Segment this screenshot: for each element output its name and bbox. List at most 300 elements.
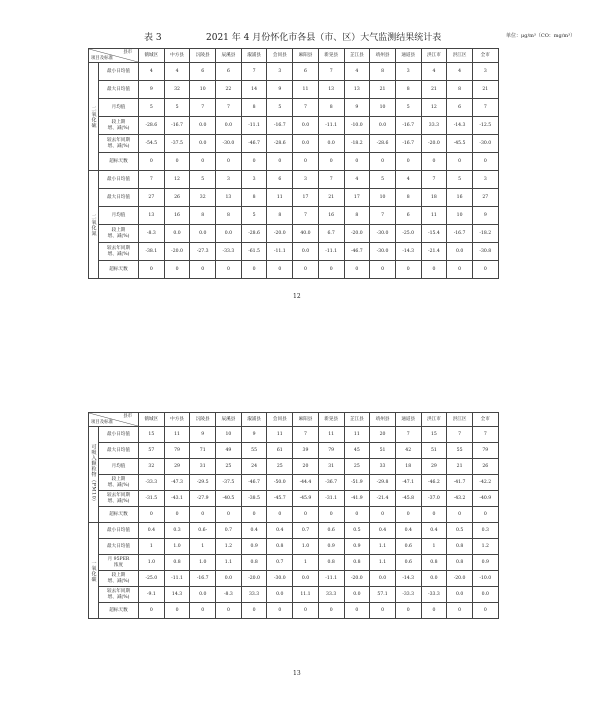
- table-row: [89, 475, 499, 491]
- row-label: 较上期 增、减(%): [99, 117, 139, 135]
- data-cell: -20.0: [421, 135, 447, 153]
- row-label: 较去年同期 增、减(%): [99, 587, 139, 603]
- table-row: [89, 443, 499, 459]
- column-header: 新晃县: [318, 413, 344, 427]
- data-cell: 55: [241, 443, 267, 459]
- data-cell: 9: [190, 427, 216, 443]
- data-cell: 3: [267, 63, 293, 81]
- data-cell: 24: [241, 459, 267, 475]
- data-cell: 6: [447, 99, 473, 117]
- header-diagonal-cell: [89, 49, 139, 63]
- data-cell: 7: [318, 63, 344, 81]
- table-row: [89, 171, 499, 189]
- data-cell: -14.3: [447, 117, 473, 135]
- data-cell: 7: [472, 99, 498, 117]
- data-cell: -28.6: [241, 225, 267, 243]
- data-cell: -21.4: [421, 243, 447, 261]
- data-cell: 0: [447, 507, 473, 523]
- column-header: 通道县: [395, 413, 421, 427]
- data-cell: 0: [395, 261, 421, 279]
- row-label: 超标天数: [99, 261, 139, 279]
- row-label: 超标天数: [99, 153, 139, 171]
- data-cell: 0: [421, 507, 447, 523]
- data-cell: 33.3: [241, 587, 267, 603]
- data-cell: -11.1: [267, 243, 293, 261]
- data-cell: 0.4: [139, 523, 165, 539]
- data-cell: 1.1: [370, 555, 396, 571]
- data-cell: -14.3: [395, 243, 421, 261]
- page-number: 12: [293, 293, 301, 300]
- data-cell: 0.8: [344, 555, 370, 571]
- data-cell: 0.8: [421, 555, 447, 571]
- data-cell: 9: [267, 81, 293, 99]
- data-cell: -30.0: [472, 135, 498, 153]
- data-cell: 12: [164, 171, 190, 189]
- data-cell: 6: [267, 171, 293, 189]
- data-cell: -42.2: [472, 475, 498, 491]
- data-cell: 21: [318, 189, 344, 207]
- data-cell: -33.3: [395, 587, 421, 603]
- data-cell: -20.0: [267, 225, 293, 243]
- data-cell: 0.0: [318, 135, 344, 153]
- table-row: [89, 603, 499, 619]
- data-cell: -61.5: [241, 243, 267, 261]
- data-cell: 5: [139, 99, 165, 117]
- data-cell: 3: [293, 171, 319, 189]
- data-cell: 0.9: [472, 555, 498, 571]
- row-label: 超标天数: [99, 507, 139, 523]
- column-header: 全市: [472, 49, 498, 63]
- data-cell: -37.0: [421, 491, 447, 507]
- data-cell: 40.0: [293, 225, 319, 243]
- data-cell: -31.5: [139, 491, 165, 507]
- data-cell: 32: [190, 189, 216, 207]
- data-cell: -14.3: [395, 571, 421, 587]
- table-row: [89, 189, 499, 207]
- row-label: 月 95PER 浓度: [99, 555, 139, 571]
- column-header: 溆浦县: [241, 49, 267, 63]
- data-cell: -11.1: [241, 117, 267, 135]
- data-cell: -45.8: [395, 491, 421, 507]
- header-row: [89, 413, 499, 427]
- data-cell: 0.0: [164, 225, 190, 243]
- data-cell: 0.0: [370, 571, 396, 587]
- data-cell: 0.7: [267, 555, 293, 571]
- data-cell: 33.3: [318, 587, 344, 603]
- data-cell: 0: [139, 507, 165, 523]
- data-cell: 0: [447, 153, 473, 171]
- data-cell: 0: [139, 603, 165, 619]
- data-cell: 0.0: [421, 571, 447, 587]
- data-cell: 4: [447, 63, 473, 81]
- data-cell: 0: [190, 507, 216, 523]
- data-cell: 5: [447, 171, 473, 189]
- data-cell: 0: [216, 261, 242, 279]
- table-row: [89, 555, 499, 571]
- data-cell: 0: [241, 507, 267, 523]
- data-cell: -28.6: [370, 135, 396, 153]
- data-cell: 0: [370, 603, 396, 619]
- data-cell: -30.0: [370, 243, 396, 261]
- table-row: [89, 99, 499, 117]
- data-cell: 18: [395, 459, 421, 475]
- data-cell: -31.1: [318, 491, 344, 507]
- data-cell: -45.5: [447, 135, 473, 153]
- table-row: [89, 491, 499, 507]
- data-cell: 7: [447, 427, 473, 443]
- data-cell: 0: [267, 153, 293, 171]
- data-cell: 0: [190, 603, 216, 619]
- data-cell: 8: [241, 99, 267, 117]
- header-row: [89, 49, 499, 63]
- data-cell: -10.0: [344, 117, 370, 135]
- column-header: 靖州县: [370, 49, 396, 63]
- data-cell: 29: [421, 459, 447, 475]
- data-cell: 4: [421, 63, 447, 81]
- data-cell: 5: [370, 171, 396, 189]
- pollutant-name: 可吸入颗粒物（PM10）: [90, 444, 97, 505]
- data-cell: 0.9: [344, 539, 370, 555]
- data-cell: 0.9: [318, 539, 344, 555]
- data-cell: -16.7: [395, 135, 421, 153]
- data-cell: 0.0: [293, 243, 319, 261]
- header-diagonal-cell: [89, 413, 139, 427]
- data-cell: 12: [421, 99, 447, 117]
- row-label: 月均值: [99, 207, 139, 225]
- row-label: 最大日均值: [99, 189, 139, 207]
- data-cell: 29: [164, 459, 190, 475]
- data-cell: 11: [344, 427, 370, 443]
- column-header: 沅陵县: [190, 49, 216, 63]
- data-cell: 7: [216, 99, 242, 117]
- data-cell: 0.0: [216, 117, 242, 135]
- data-cell: 0.0: [293, 117, 319, 135]
- data-cell: 31: [318, 459, 344, 475]
- data-cell: 7: [293, 427, 319, 443]
- data-cell: 7: [472, 427, 498, 443]
- data-cell: 0.6: [395, 555, 421, 571]
- data-cell: 18: [421, 189, 447, 207]
- column-header: 通道县: [395, 49, 421, 63]
- data-cell: 0.0: [472, 587, 498, 603]
- data-cell: -50.0: [267, 475, 293, 491]
- data-cell: 33.3: [421, 117, 447, 135]
- data-cell: 39: [293, 443, 319, 459]
- data-cell: -38.5: [241, 491, 267, 507]
- data-cell: 0.0: [344, 587, 370, 603]
- table-row: [89, 63, 499, 81]
- data-cell: 51: [370, 443, 396, 459]
- data-cell: 3: [216, 171, 242, 189]
- data-cell: 0: [447, 603, 473, 619]
- data-cell: 7: [139, 171, 165, 189]
- table-row: [89, 539, 499, 555]
- data-cell: 1: [421, 539, 447, 555]
- data-cell: 8: [447, 81, 473, 99]
- data-cell: 0: [216, 507, 242, 523]
- data-cell: 21: [421, 81, 447, 99]
- data-cell: 27: [139, 189, 165, 207]
- data-cell: 22: [216, 81, 242, 99]
- data-cell: 11: [164, 427, 190, 443]
- data-cell: 10: [190, 81, 216, 99]
- data-cell: 0.4: [395, 523, 421, 539]
- data-cell: 21: [447, 459, 473, 475]
- data-cell: 0: [472, 603, 498, 619]
- pollutant-name: 一氧化碳: [90, 559, 97, 582]
- data-cell: -16.7: [267, 117, 293, 135]
- column-header: 鹤城区: [139, 413, 165, 427]
- data-cell: 1.2: [216, 539, 242, 555]
- data-cell: -30.8: [472, 243, 498, 261]
- data-cell: 6: [293, 63, 319, 81]
- data-cell: 10: [447, 207, 473, 225]
- data-cell: 7: [241, 63, 267, 81]
- data-cell: 0: [293, 261, 319, 279]
- data-cell: -41.7: [447, 475, 473, 491]
- table-row: [89, 117, 499, 135]
- data-cell: -46.7: [344, 243, 370, 261]
- data-cell: -40.9: [472, 491, 498, 507]
- data-cell: 16: [447, 189, 473, 207]
- data-cell: 8: [190, 207, 216, 225]
- data-cell: 6.7: [318, 225, 344, 243]
- data-cell: -43.2: [447, 491, 473, 507]
- data-cell: 0: [344, 153, 370, 171]
- data-cell: -29.8: [370, 475, 396, 491]
- column-header: 中方县: [164, 413, 190, 427]
- data-cell: 6: [216, 63, 242, 81]
- data-cell: 0.0: [190, 587, 216, 603]
- data-cell: 0.0: [216, 225, 242, 243]
- data-cell: 1.1: [216, 555, 242, 571]
- data-cell: 0.4: [370, 523, 396, 539]
- data-cell: 8: [395, 81, 421, 99]
- data-cell: 0: [293, 153, 319, 171]
- data-cell: -16.7: [395, 117, 421, 135]
- data-cell: -51.9: [344, 475, 370, 491]
- pollutant-name: 二氧化氮: [90, 213, 97, 236]
- data-cell: -20.0: [344, 225, 370, 243]
- data-cell: -18.2: [344, 135, 370, 153]
- row-label: 月均值: [99, 459, 139, 475]
- monitoring-table-page12: [88, 48, 499, 279]
- column-header: 麻阳县: [293, 49, 319, 63]
- table-row: [89, 243, 499, 261]
- data-cell: 26: [472, 459, 498, 475]
- row-label: 最大日均值: [99, 539, 139, 555]
- data-cell: -25.0: [139, 571, 165, 587]
- data-cell: 0: [190, 261, 216, 279]
- table-row: [89, 225, 499, 243]
- data-cell: -16.7: [190, 571, 216, 587]
- table-row: [89, 571, 499, 587]
- data-cell: 10: [370, 189, 396, 207]
- data-cell: 0: [216, 153, 242, 171]
- data-cell: -20.0: [241, 571, 267, 587]
- data-cell: -20.0: [164, 243, 190, 261]
- data-cell: 8: [241, 189, 267, 207]
- data-cell: 32: [164, 81, 190, 99]
- data-cell: 0: [241, 153, 267, 171]
- data-cell: 0: [421, 261, 447, 279]
- row-label: 较上期 增、减(%): [99, 571, 139, 587]
- data-cell: -8.3: [139, 225, 165, 243]
- data-cell: 1.0: [139, 555, 165, 571]
- data-cell: 25: [267, 459, 293, 475]
- pollutant-group-label: [89, 171, 99, 279]
- data-cell: 3: [395, 63, 421, 81]
- data-cell: 0: [267, 261, 293, 279]
- data-cell: 10: [370, 99, 396, 117]
- data-cell: 0.0: [216, 571, 242, 587]
- column-header: 靖州县: [370, 413, 396, 427]
- data-cell: 0: [472, 261, 498, 279]
- row-label: 较去年同期 增、减(%): [99, 243, 139, 261]
- data-cell: 0: [318, 507, 344, 523]
- data-cell: 0.0: [190, 135, 216, 153]
- data-cell: 11: [293, 81, 319, 99]
- data-cell: -11.1: [164, 571, 190, 587]
- data-cell: 7: [421, 171, 447, 189]
- data-cell: 0.8: [241, 555, 267, 571]
- row-label: 较上期 增、减(%): [99, 225, 139, 243]
- data-cell: 0: [472, 507, 498, 523]
- data-cell: -10.0: [472, 571, 498, 587]
- data-cell: 0.8: [447, 555, 473, 571]
- data-cell: -46.7: [241, 135, 267, 153]
- data-cell: 3: [241, 171, 267, 189]
- data-cell: 0: [344, 261, 370, 279]
- data-cell: 0.8: [318, 555, 344, 571]
- data-cell: 6: [395, 207, 421, 225]
- data-cell: 7: [293, 207, 319, 225]
- data-cell: 11: [267, 427, 293, 443]
- data-cell: 8: [370, 63, 396, 81]
- data-cell: 5: [164, 99, 190, 117]
- data-cell: 7: [370, 207, 396, 225]
- data-cell: -47.1: [395, 475, 421, 491]
- data-cell: 20: [370, 427, 396, 443]
- data-cell: 0.3: [472, 523, 498, 539]
- data-cell: 5: [241, 207, 267, 225]
- data-cell: 0.0: [293, 135, 319, 153]
- data-cell: -30.0: [370, 225, 396, 243]
- row-label: 月均值: [99, 99, 139, 117]
- data-cell: 16: [164, 207, 190, 225]
- data-cell: 0: [344, 507, 370, 523]
- column-header: 辰溪县: [216, 413, 242, 427]
- data-cell: 14: [241, 81, 267, 99]
- data-cell: 9: [344, 99, 370, 117]
- column-header: 沅陵县: [190, 413, 216, 427]
- data-cell: 21: [370, 81, 396, 99]
- column-header: 芷江县: [344, 49, 370, 63]
- header-corner-bottom-label: 项目及标准: [91, 55, 113, 61]
- pollutant-name: 二氧化硫: [90, 105, 97, 128]
- data-cell: 0: [447, 261, 473, 279]
- data-cell: 0: [344, 603, 370, 619]
- header-corner-bottom-label: 项目及标准: [91, 419, 113, 425]
- data-cell: -11.1: [318, 117, 344, 135]
- data-cell: 17: [344, 189, 370, 207]
- row-label: 较去年同期 增、减(%): [99, 135, 139, 153]
- data-cell: 57.1: [370, 587, 396, 603]
- data-cell: 0: [139, 153, 165, 171]
- data-cell: 0: [395, 603, 421, 619]
- row-label: 较去年同期 增、减(%): [99, 491, 139, 507]
- data-cell: 49: [216, 443, 242, 459]
- data-cell: 4: [139, 63, 165, 81]
- data-cell: -43.1: [164, 491, 190, 507]
- table-title-row: [88, 30, 576, 44]
- data-cell: 0: [139, 261, 165, 279]
- data-cell: 8: [267, 207, 293, 225]
- data-cell: 0.6-: [190, 523, 216, 539]
- data-cell: -44.4: [293, 475, 319, 491]
- column-header: 洪江市: [421, 49, 447, 63]
- data-cell: 1.0: [164, 539, 190, 555]
- data-cell: 13: [216, 189, 242, 207]
- data-cell: 9: [472, 207, 498, 225]
- data-cell: -16.7: [447, 225, 473, 243]
- data-cell: 8: [344, 207, 370, 225]
- data-cell: 1.1: [370, 539, 396, 555]
- data-cell: 0.8: [267, 539, 293, 555]
- data-cell: -21.4: [370, 491, 396, 507]
- data-cell: -12.5: [472, 117, 498, 135]
- data-cell: 10: [216, 427, 242, 443]
- data-cell: -41.9: [344, 491, 370, 507]
- data-cell: 0: [164, 507, 190, 523]
- data-cell: 0: [164, 603, 190, 619]
- data-cell: -46.2: [421, 475, 447, 491]
- data-cell: 1: [139, 539, 165, 555]
- data-cell: 0.4: [267, 523, 293, 539]
- data-cell: 11: [421, 207, 447, 225]
- data-cell: 79: [164, 443, 190, 459]
- data-cell: 0.6: [395, 539, 421, 555]
- data-cell: 0.5: [344, 523, 370, 539]
- data-cell: -20.0: [447, 571, 473, 587]
- data-cell: 7: [318, 171, 344, 189]
- page-number: 13: [293, 670, 301, 677]
- data-cell: 20: [293, 459, 319, 475]
- data-cell: 51: [421, 443, 447, 459]
- row-label: 最小日均值: [99, 427, 139, 443]
- table-row: [89, 81, 499, 99]
- data-cell: -16.7: [164, 117, 190, 135]
- data-cell: 0.0: [370, 117, 396, 135]
- data-cell: 6: [190, 63, 216, 81]
- data-cell: 13: [318, 81, 344, 99]
- data-cell: -54.5: [139, 135, 165, 153]
- data-cell: 1: [293, 555, 319, 571]
- data-cell: -45.7: [267, 491, 293, 507]
- data-cell: 0: [267, 603, 293, 619]
- data-cell: 0.8: [447, 539, 473, 555]
- data-cell: 45: [344, 443, 370, 459]
- data-cell: 0: [241, 261, 267, 279]
- table-label: 表 3: [144, 33, 162, 43]
- table-title: 2021 年 4 月份怀化市各县（市、区）大气监测结果统计表: [206, 33, 442, 43]
- data-cell: 8: [395, 189, 421, 207]
- data-cell: -27.3: [190, 243, 216, 261]
- data-cell: 11.1: [293, 587, 319, 603]
- data-cell: 16: [318, 207, 344, 225]
- data-cell: 0: [421, 603, 447, 619]
- data-cell: 1.0: [190, 555, 216, 571]
